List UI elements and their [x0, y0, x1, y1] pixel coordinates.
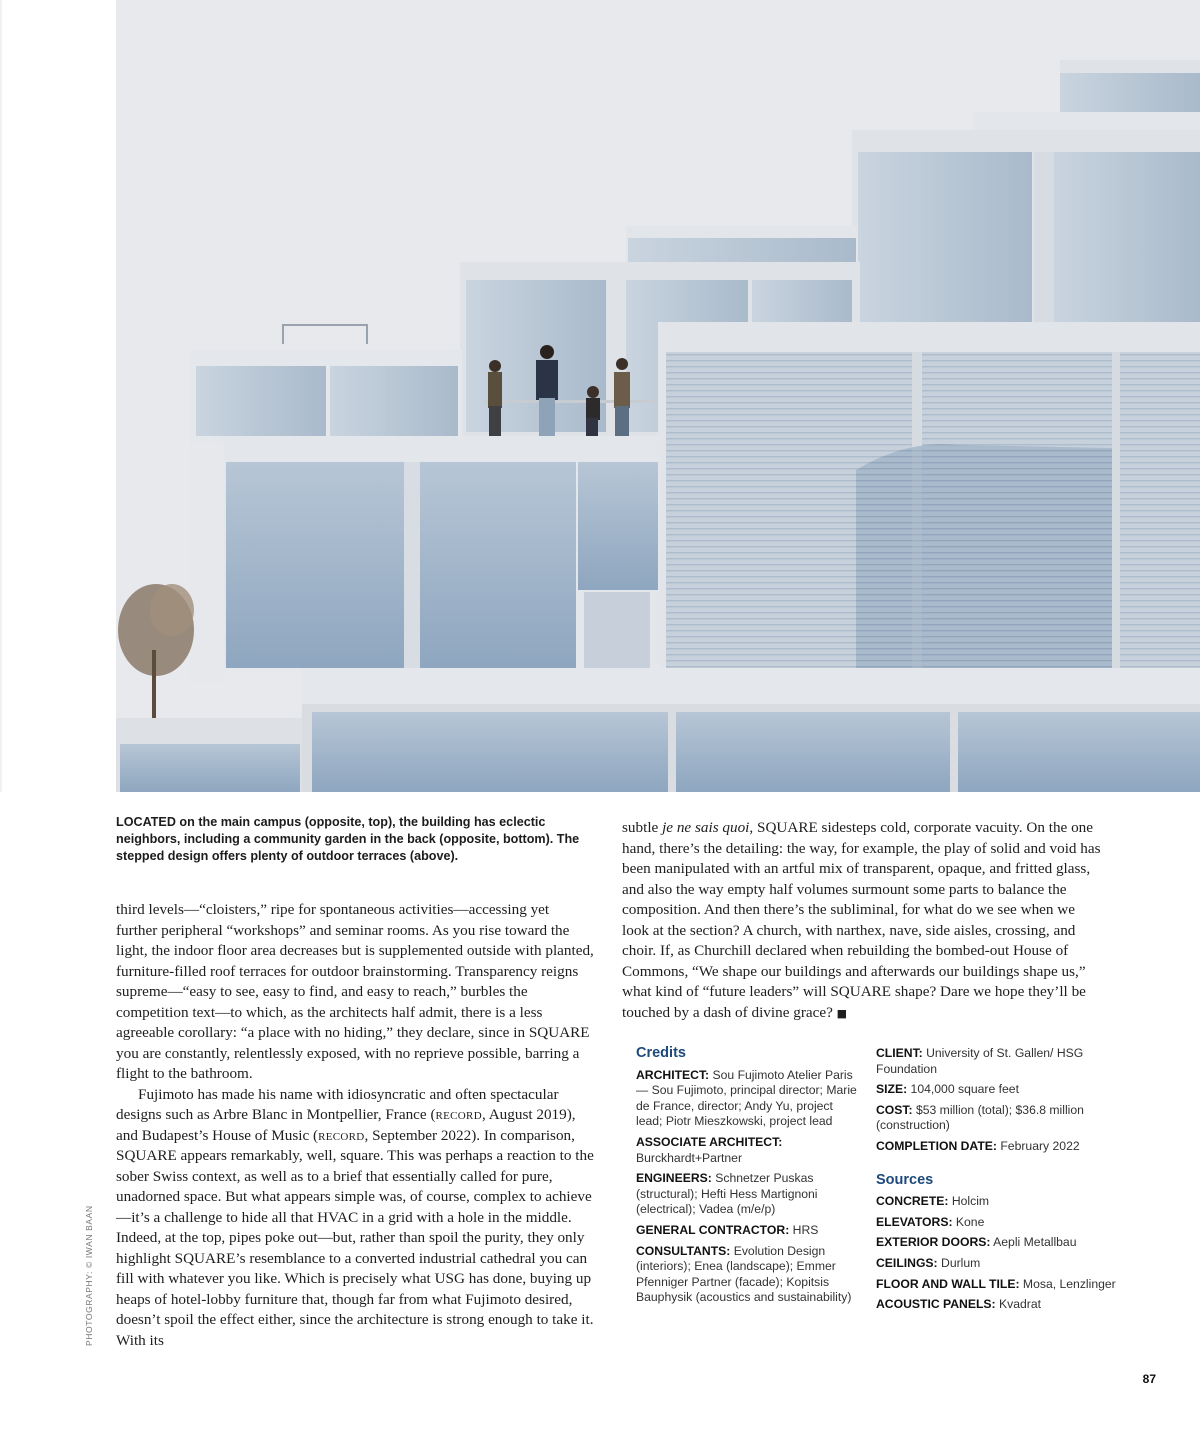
credit-entry-label: ARCHITECT: [636, 1067, 710, 1082]
record-magazine-name: record [435, 1106, 482, 1123]
credit-entry-value: HRS [789, 1222, 819, 1237]
source-entry [876, 1194, 1116, 1210]
credit-entry-label: SIZE: [876, 1082, 908, 1097]
photo-credit: PHOTOGRAPHY: © IWAN BAAN [84, 1205, 94, 1346]
credit-entry-label: COST: [876, 1102, 913, 1117]
article-column-2 [622, 818, 1102, 1024]
credit-entry-value: University of St. Gallen/ HSG Foundation [876, 1046, 1084, 1076]
building-photo [116, 0, 1200, 792]
source-entry-label: ACOUSTIC PANELS: [876, 1297, 996, 1312]
credit-entry [636, 1135, 858, 1166]
column2-p1-part-b: , SQUARE sidesteps cold, corporate vacuity. On the one hand, there’s the detailing: the way, for example, the play of solid and void has been manipulated with an artful mix of transparent, opaque, and fritted glass, and also the way empty half volumes surmount some parts to balance the composition. And then there’s the subliminal, for what do we see when we look at the section? A church, with narthex, nave, side aisles, crossing, and choir. If, as Churchill declared when rebuilding the bombed-out House of Commons, “We shape our buildings and afterwards our buildings shape us,” what kind of “future leaders” will SQUARE shape? Dare we hope they’ll be touched by a dash of divine grace? [622, 819, 1101, 1021]
source-entry-value: Durlum [937, 1255, 981, 1270]
credits-list [636, 1068, 858, 1306]
page-number: 87 [1142, 1372, 1156, 1386]
credit-entry-value: $53 million (total); $36.8 million (construction) [876, 1102, 1084, 1133]
credits-box [636, 1046, 858, 1311]
credits-box-2 [876, 1046, 1116, 1318]
column2-p1-part-a: subtle [622, 819, 663, 836]
source-entry-label: CONCRETE: [876, 1194, 949, 1209]
sources-list [876, 1194, 1116, 1313]
sources-heading: Sources [876, 1171, 934, 1188]
column1-paragraph-1: third levels—“cloisters,” ripe for spontaneous activities—accessing yet further peripheral “workshops” and seminar rooms. As you rise toward the light, the indoor floor area decreases but is supplemented outside with planted, furniture-filled roof terraces for outdoor brainstorming. Transparency reigns supreme—“easy to see, easy to find, and easy to reach,” burbles the competition text—to which, as the architects half admit, there is a less agreeable corollary: “a place with no hiding,” they declare, since in SQUARE you are constantly, relentlessly exposed, with no reprieve possible, barring a flight to the bathroom. [116, 901, 594, 1082]
credit-entry [876, 1082, 1116, 1098]
column2-italic-phrase: je ne sais quoi [662, 819, 750, 836]
credit-entry [876, 1103, 1116, 1134]
source-entry-label: EXTERIOR DOORS: [876, 1235, 991, 1250]
credits2-list [876, 1046, 1116, 1155]
credit-entry [636, 1171, 858, 1218]
record-magazine-name: record [318, 1126, 365, 1144]
source-entry [876, 1277, 1116, 1293]
credit-entry-value: Sou Fujimoto Atelier Paris — Sou Fujimoto, principal director; Marie de France, director; Andy Yu, project lead; Piotr Mieszkowski, project lead [636, 1067, 857, 1129]
source-entry [876, 1215, 1116, 1231]
credit-entry [636, 1244, 858, 1306]
credits-heading: Credits [636, 1045, 686, 1061]
column1-paragraph-2 [116, 1085, 594, 1352]
credit-entry-value: Burckhardt+Partner [636, 1150, 743, 1165]
source-entry-value: Kone [952, 1214, 985, 1229]
credit-entry-label: CONSULTANTS: [636, 1243, 731, 1258]
building-illustration [116, 0, 1200, 792]
credit-entry-label: ENGINEERS: [636, 1171, 712, 1186]
source-entry-label: FLOOR AND WALL TILE: [876, 1276, 1020, 1291]
article-column-1 [116, 900, 594, 1351]
credit-entry [876, 1139, 1116, 1155]
credit-entry-label: ASSOCIATE ARCHITECT: [636, 1134, 783, 1149]
source-entry-value: Aepli Metallbau [990, 1235, 1077, 1250]
credit-entry-label: GENERAL CONTRACTOR: [636, 1222, 790, 1237]
column2-paragraph-1 [622, 818, 1102, 1024]
credit-entry [636, 1223, 858, 1239]
credit-entry [636, 1068, 858, 1130]
column1-p2-part-b: , August 2019), and Budapest’s House of Music ( [116, 1106, 576, 1144]
end-mark: ■ [836, 1006, 848, 1020]
credit-entry-value: February 2022 [996, 1138, 1080, 1153]
source-entry [876, 1297, 1116, 1313]
source-entry-value: Holcim [948, 1194, 990, 1209]
source-entry-value: Kvadrat [995, 1297, 1042, 1312]
source-entry-value: Mosa, Lenzlinger [1019, 1276, 1116, 1291]
source-entry [876, 1256, 1116, 1272]
caption-text: on the main campus (opposite, top), the building has eclectic neighbors, including a community garden in the back (opposite, bottom). The stepped design offers plenty of outdoor terraces (above). [116, 815, 580, 863]
credit-entry-label: CLIENT: [876, 1046, 923, 1060]
credit-entry-value: 104,000 square feet [907, 1082, 1019, 1097]
photo-caption [116, 814, 602, 865]
column1-p2-part-a: Fujimoto has made his name with idiosyncratic and often spectacular designs such as Arbre Blanc in Montpellier, France ( [116, 1085, 559, 1123]
column1-p2-part-c: , September 2022). In comparison, SQUARE appears remarkably, well, square. This was perhaps a reaction to the sober Swiss context, as well as to a brief that essentially called for pure, unadorned space. But what appears simple was, of course, complex to achieve—it’s a challenge to hide all that HVAC in a grid with a hole in the middle. Indeed, at the top, pipes poke out—but, rather than spoil the purity, they only highlight SQUARE’s resemblance to a converted industrial cathedral you can fill with whatever you like. Which is precisely what USG has done, buying up heaps of hotel-lobby furniture that, though far from what Fujimoto desired, doesn’t spoil the effect either, since the architecture is strong enough to take it. With its [116, 1126, 594, 1349]
caption-lead: LOCATED [116, 815, 176, 829]
credit-entry-label: COMPLETION DATE: [876, 1138, 997, 1153]
credit-entry-value: Evolution Design (interiors); Enea (landscape); Emmer Pfenniger Partner (facade); Kopitsis Bauphysik (acoustics and sustainability) [636, 1243, 852, 1305]
source-entry [876, 1235, 1116, 1251]
credit-entry-value: Schnetzer Puskas (structural); Hefti Hess Martignoni (electrical); Vadea (m/e/p) [636, 1171, 818, 1217]
credit-entry [876, 1046, 1116, 1077]
source-entry-label: CEILINGS: [876, 1255, 938, 1270]
page-edge [0, 0, 2, 792]
source-entry-label: ELEVATORS: [876, 1214, 953, 1229]
